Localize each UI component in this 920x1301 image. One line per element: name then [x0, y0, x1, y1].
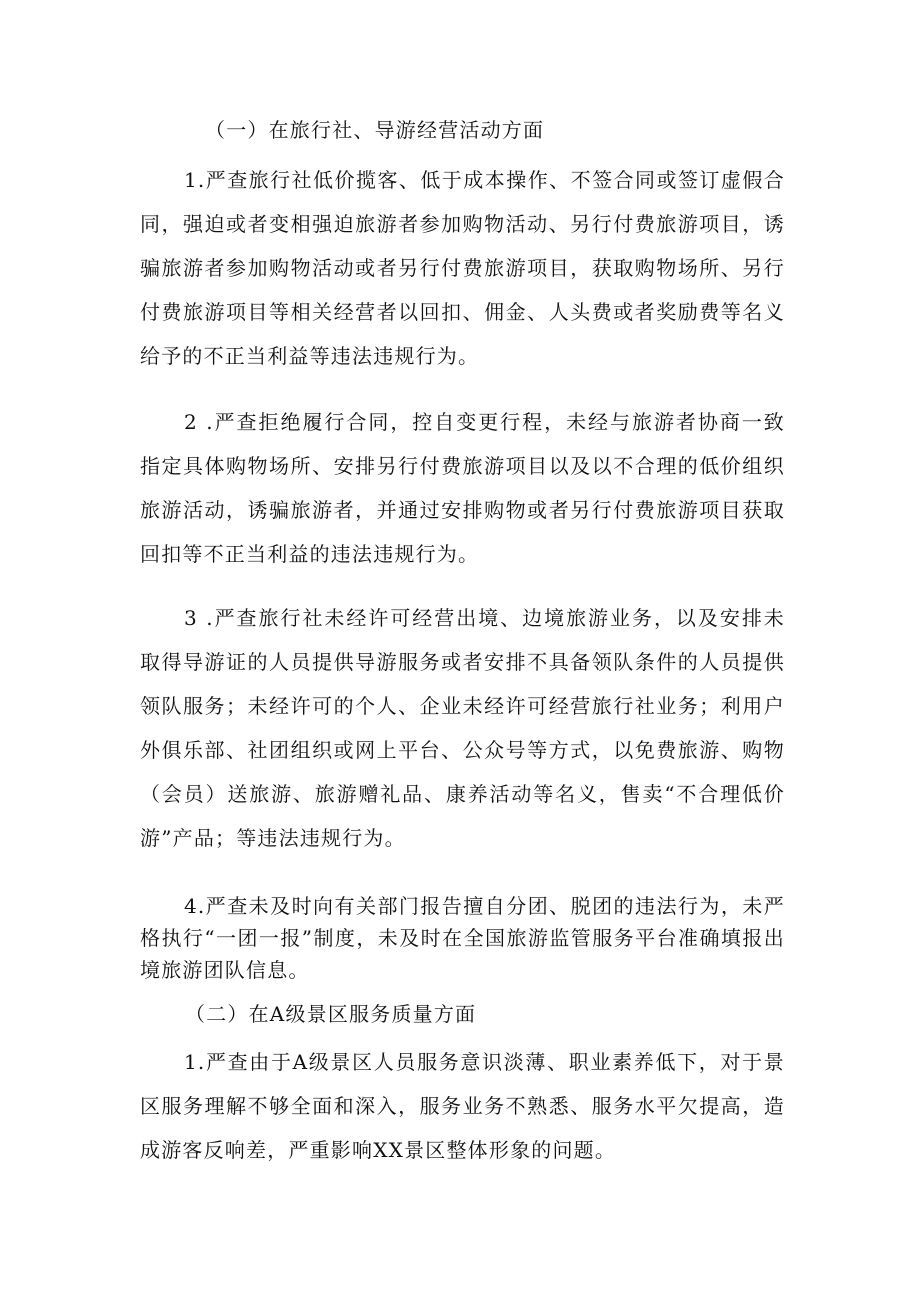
section-heading-travel-agency: （一）在旅行社、导游经营活动方面 [205, 118, 545, 142]
paragraph-scenic-item-1: 1.严查由于A级景区人员服务意识淡薄、职业素养低下，对于景区服务理解不够全面和深入，服务业务不熟悉、服务水平欠提高，造成游客反响差，严重影响XX景区整体形象的问题。 [140, 1050, 785, 1162]
paragraph-item-4: 4.严查未及时向有关部门报告擅自分团、脱团的违法行为，未严格执行“一团一报”制度，未及时在全国旅游监管服务平台准确填报出境旅游团队信息。 [140, 894, 785, 982]
paragraph-item-2: 2 .严查拒绝履行合同，控自变更行程，未经与旅游者协商一致指定具体购物场所、安排另行付费旅游项目以及以不合理的低价组织旅游活动，诱骗旅游者，并通过安排购物或者另行付费旅游项目获取回扣等不正当利益的违法违规行为。 [140, 410, 785, 566]
section-heading-a-level-scenic: （二）在A级景区服务质量方面 [185, 1002, 477, 1026]
paragraph-item-1: 1.严查旅行社低价揽客、低于成本操作、不签合同或签订虚假合同，强迫或者变相强迫旅游者参加购物活动、另行付费旅游项目，诱骗旅游者参加购物活动或者另行付费旅游项目，获取购物场所、另行付费旅游项目等相关经营者以回扣、佣金、人头费或者奖励费等名义给予的不正当利益等违法违规行为。 [140, 168, 785, 368]
paragraph-item-3: 3 .严查旅行社未经许可经营出境、边境旅游业务，以及安排未取得导游证的人员提供导游服务或者安排不具备领队条件的人员提供领队服务；未经许可的个人、企业未经许可经营旅行社业务；利用户外俱乐部、社团组织或网上平台、公众号等方式，以免费旅游、购物（会员）送旅游、旅游赠礼品、康养活动等名义，售卖“不合理低价游”产品；等违法违规行为。 [140, 606, 785, 850]
